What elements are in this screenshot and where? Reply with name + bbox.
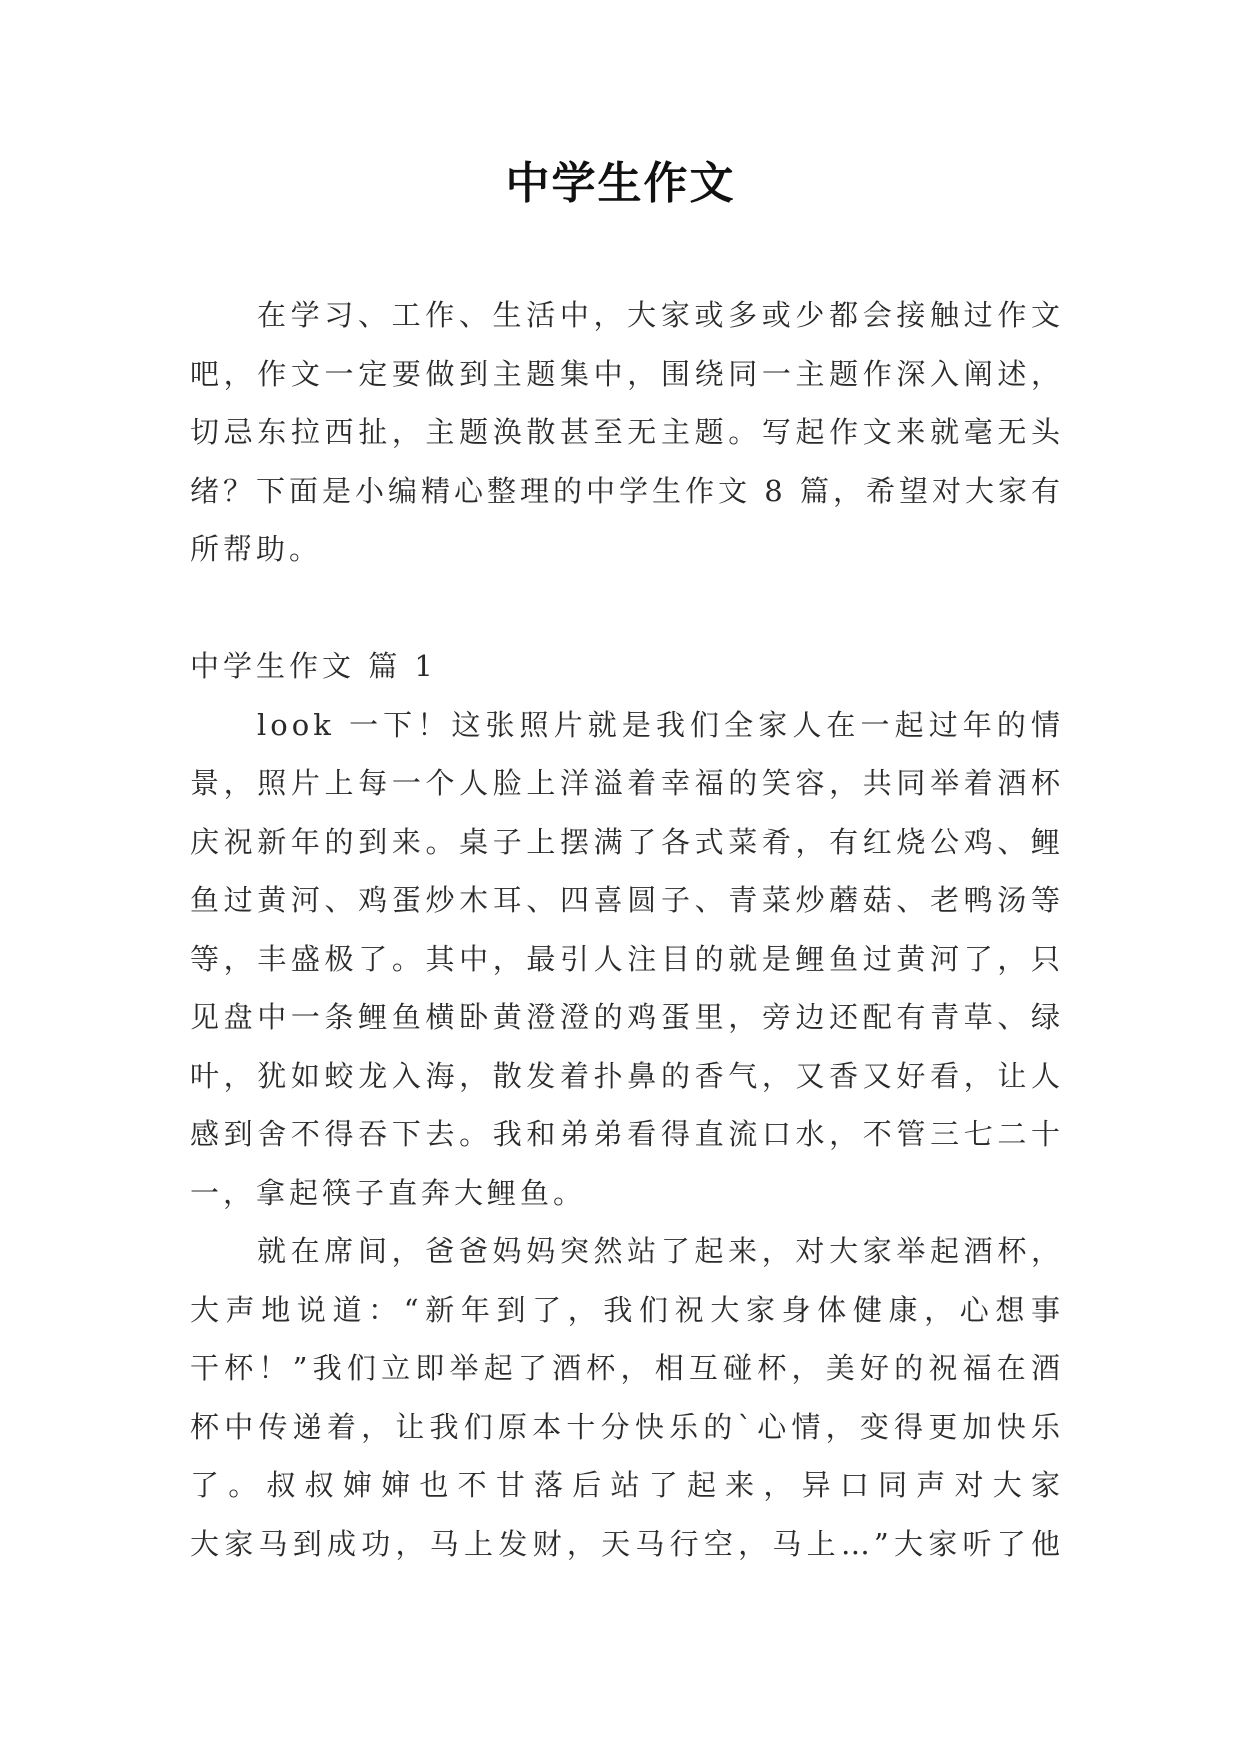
document-body (190, 286, 1064, 1573)
blank-line (190, 579, 1064, 638)
paragraph-line: 杯中传递着，让我们原本十分快乐的`心情，变得更加快乐 (190, 1409, 1064, 1444)
paragraph-line: 庆祝新年的到来。桌子上摆满了各式菜肴，有红烧公鸡、鲤 (190, 824, 1064, 859)
paragraph-line: 感到舍不得吞下去。我和弟弟看得直流口水，不管三七二十 (190, 1117, 1064, 1151)
paragraph-line: look 一下！这张照片就是我们全家人在一起过年的情 (257, 707, 1064, 742)
paragraph-line: 鱼过黄河、鸡蛋炒木耳、四喜圆子、青菜炒蘑菇、老鸭汤等 (190, 883, 1064, 917)
paragraph-line: 就在席间，爸爸妈妈突然站了起来，对大家举起酒杯， (257, 1234, 1064, 1268)
page-title: 中学生作文 (505, 158, 736, 209)
paragraph-line: 景，照片上每一个人脸上洋溢着幸福的笑容，共同举着酒杯 (190, 766, 1064, 800)
paragraph-line: 大声地说道：“新年到了，我们祝大家身体健康，心想事 (190, 1292, 1064, 1327)
paragraph-line: 一，拿起筷子直奔大鲤鱼。 (190, 1175, 587, 1210)
paragraph-line: 了。叔叔婶婶也不甘落后站了起来，异口同声对大家 (190, 1468, 1064, 1502)
paragraph-line: 干杯！”我们立即举起了酒杯，相互碰杯，美好的祝福在酒 (190, 1351, 1064, 1385)
paragraph-line: 吧，作文一定要做到主题集中，围绕同一主题作深入阐述， (190, 356, 1064, 391)
paragraph-line: 切忌东拉西扯，主题涣散甚至无主题。写起作文来就毫无头 (190, 415, 1064, 449)
section-heading: 中学生作文 篇 1 (190, 649, 437, 683)
paragraph-line: 叶，犹如蛟龙入海，散发着扑鼻的香气，又香又好看，让人 (190, 1058, 1064, 1093)
intro-paragraph (190, 286, 1064, 579)
paragraph-line: 绪？下面是小编精心整理的中学生作文 8 篇，希望对大家有 (190, 473, 1064, 508)
body-paragraph (190, 1222, 1064, 1573)
paragraph-line: 见盘中一条鲤鱼横卧黄澄澄的鸡蛋里，旁边还配有青草、绿 (190, 1000, 1064, 1034)
paragraph-line: 大家马到成功，马上发财，天马行空，马上…”大家听了他 (190, 1526, 1064, 1561)
paragraph-line: 在学习、工作、生活中，大家或多或少都会接触过作文 (257, 298, 1064, 332)
paragraph-line: 所帮助。 (190, 532, 323, 566)
paragraph-line: 等，丰盛极了。其中，最引人注目的就是鲤鱼过黄河了，只 (190, 941, 1064, 976)
body-paragraph (190, 696, 1064, 1223)
